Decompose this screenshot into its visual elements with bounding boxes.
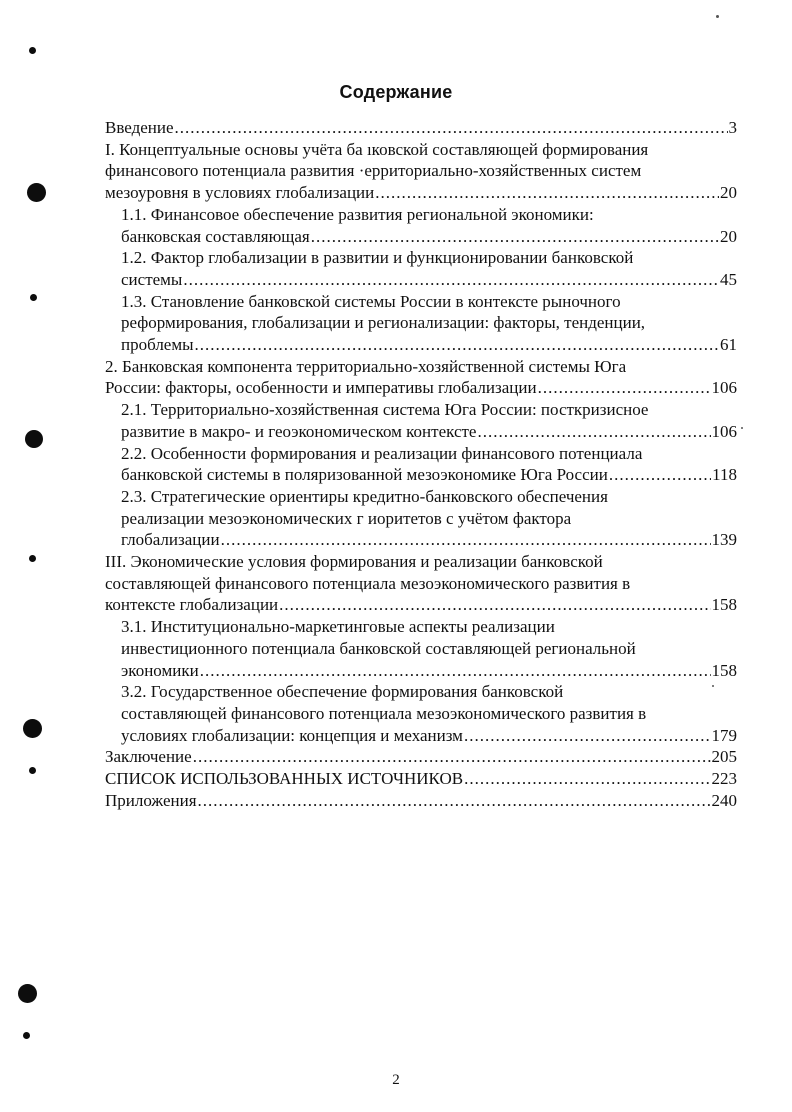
dot-leader — [375, 182, 719, 204]
toc-entry-line: банковской системы в поляризованной мезоэкономике Юга России — [121, 465, 608, 485]
toc-page-number: 20 — [720, 183, 737, 203]
dot-leader — [538, 377, 711, 399]
toc-entry-line: 2.2. Особенности формирования и реализации финансового потенциала — [121, 443, 643, 463]
toc-entry-last-line — [105, 746, 737, 768]
toc-entry-line: 2. Банковская компонента территориально-хозяйственной системы Юга — [105, 356, 627, 376]
toc-page-number: 179 — [711, 725, 737, 745]
toc-entry — [105, 204, 737, 247]
toc-entry-last-line — [105, 790, 737, 812]
toc-page-number: 240 — [711, 790, 737, 810]
toc-entry-line: условиях глобализации: концепция и механизм — [121, 725, 463, 745]
toc-page-number: 106 — [711, 378, 737, 398]
toc-entry-line: I. Концептуальные основы учёта ба ıковской составляющей формирования — [105, 139, 649, 159]
toc-entry — [105, 117, 737, 139]
toc-entry-line: инвестиционного потенциала банковской составляющей региональной — [121, 638, 636, 658]
toc-entry-line: проблемы — [121, 335, 194, 355]
toc-entry-line: 2.3. Стратегические ориентиры кредитно-банковского обеспечения — [121, 486, 608, 506]
toc-page-number: 223 — [711, 769, 737, 789]
punch-hole-mark — [29, 555, 36, 562]
toc-entry-line: 2.1. Территориально-хозяйственная система Юга России: посткризисное — [121, 400, 649, 420]
punch-hole-mark — [23, 1032, 30, 1039]
dot-leader — [175, 117, 728, 139]
toc-entry-line: 1.2. Фактор глобализации в развитии и функционировании банковской — [121, 248, 634, 268]
dot-leader — [477, 421, 710, 443]
toc-entry-line: развитие в макро- и геоэкономическом контексте — [121, 421, 477, 441]
dot-leader — [221, 529, 711, 551]
dot-leader — [464, 725, 711, 747]
toc-entry — [105, 291, 737, 356]
toc-entry-line: системы — [121, 269, 183, 289]
toc-page-number: 158 — [711, 660, 737, 680]
toc-entry-line: реализации мезоэкономических г иоритетов с учётом фактора — [121, 508, 572, 528]
toc-entry-line: III. Экономические условия формирования и реализации банковской — [105, 552, 603, 572]
toc-entry — [105, 486, 737, 551]
toc-entry-line: составляющей финансового потенциала мезоэкономического развития в — [105, 573, 631, 593]
toc-entry-last-line — [121, 269, 737, 291]
toc-entry — [105, 139, 737, 204]
toc-entry-line: мезоуровня в условиях глобализации — [105, 183, 375, 203]
dot-leader — [193, 746, 711, 768]
toc-entry-last-line — [105, 377, 737, 399]
toc-entry — [105, 356, 737, 399]
toc-entry-line: 1.1. Финансовое обеспечение развития региональной экономики: — [121, 204, 594, 224]
toc-page-number: 139 — [711, 530, 737, 550]
punch-hole-mark — [29, 47, 36, 54]
toc-entry-line: финансового потенциала развития ·ерриториально-хозяйственных систем — [105, 161, 642, 181]
dot-leader — [200, 660, 711, 682]
toc-entry — [105, 443, 737, 486]
page-title: Содержание — [339, 82, 453, 102]
toc-entry-line: глобализации — [121, 530, 220, 550]
toc-entry — [105, 551, 737, 616]
toc-entry-last-line — [105, 117, 737, 139]
toc-entry-last-line — [121, 334, 737, 356]
toc-entry-last-line — [105, 768, 737, 790]
toc-entry — [105, 746, 737, 768]
toc-entry-line: Введение — [105, 118, 174, 137]
toc-entry-line: 3.1. Институционально-маркетинговые аспекты реализации — [121, 617, 555, 637]
toc-entry-last-line — [121, 464, 737, 486]
punch-hole-mark — [18, 984, 37, 1003]
toc-page-number: 158 — [711, 595, 737, 615]
toc-entry-line: 1.3. Становление банковской системы России в контексте рыночного — [121, 291, 621, 311]
toc-page-number: 205 — [711, 747, 737, 767]
toc-entry-line: составляющей финансового потенциала мезоэкономического развития в — [121, 703, 647, 723]
toc-entry-line: Приложения — [105, 790, 197, 810]
dot-leader — [464, 768, 710, 790]
toc-entry — [105, 247, 737, 290]
scan-speck — [716, 15, 719, 18]
toc-entry-line: России: факторы, особенности и императивы глобализации — [105, 378, 537, 398]
toc-entry-last-line — [105, 182, 737, 204]
toc-entry-line: контексте глобализации — [105, 595, 279, 615]
toc-entry-last-line — [121, 660, 737, 682]
toc-entry-line: экономики — [121, 660, 199, 680]
toc-entry-line: Заключение — [105, 747, 192, 767]
toc-entry — [105, 790, 737, 812]
toc-entry — [105, 399, 737, 442]
toc-entry-last-line — [121, 421, 737, 443]
toc-page-number: 61 — [720, 335, 737, 355]
toc-entry — [105, 681, 737, 746]
punch-hole-mark — [25, 430, 43, 448]
toc-page-number: 106 — [711, 421, 737, 441]
dot-leader — [198, 790, 711, 812]
toc-entry-last-line — [105, 594, 737, 616]
toc-entry-line: банковская составляющая — [121, 226, 310, 246]
toc-entry-last-line — [121, 226, 737, 248]
page-number: 2 — [392, 1072, 400, 1088]
toc-entry-line: 3.2. Государственное обеспечение формирования банковской — [121, 682, 564, 702]
toc-entry-line: реформирования, глобализации и регионализации: факторы, тенденции, — [121, 313, 646, 333]
toc-entry — [105, 768, 737, 790]
dot-leader — [609, 464, 711, 486]
dot-leader — [311, 226, 719, 248]
scan-speck — [741, 427, 743, 429]
punch-hole-mark — [29, 767, 36, 774]
dot-leader — [279, 594, 710, 616]
toc-page-number: 3 — [728, 118, 737, 137]
dot-leader — [183, 269, 719, 291]
table-of-contents — [105, 117, 737, 812]
dot-leader — [195, 334, 719, 356]
punch-hole-mark — [30, 294, 37, 301]
toc-page-number: 20 — [720, 226, 737, 246]
punch-hole-mark — [23, 719, 42, 738]
toc-page-number: 118 — [712, 465, 737, 485]
toc-entry — [105, 616, 737, 681]
toc-page-number: 45 — [720, 269, 737, 289]
toc-entry-last-line — [121, 725, 737, 747]
toc-entry-last-line — [121, 529, 737, 551]
punch-hole-mark — [27, 183, 46, 202]
toc-entry-line: СПИСОК ИСПОЛЬЗОВАННЫХ ИСТОЧНИКОВ — [105, 769, 464, 789]
